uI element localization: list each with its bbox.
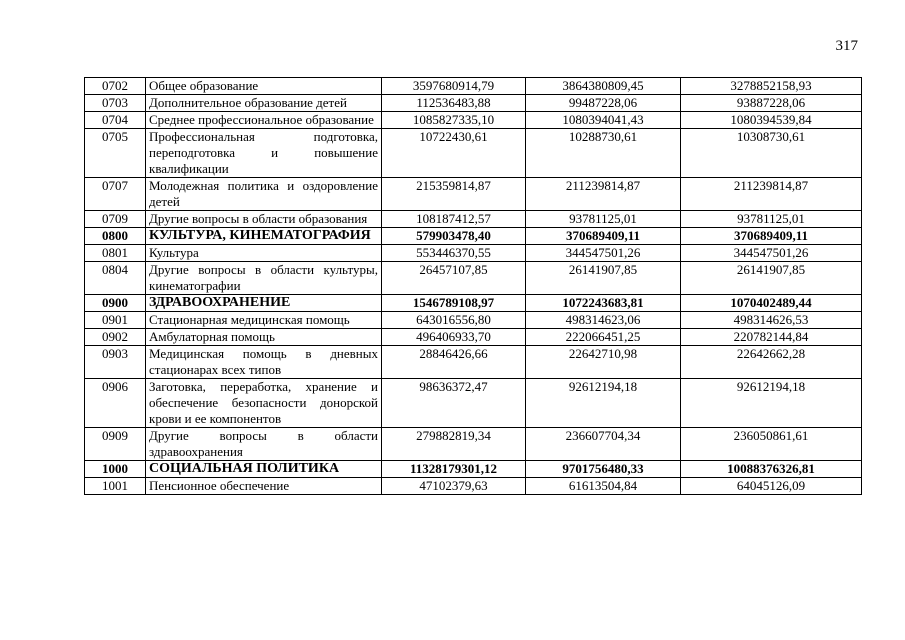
row-value-2: 10288730,61	[526, 129, 681, 178]
row-code: 0902	[85, 329, 146, 346]
row-name: Общее образование	[146, 78, 382, 95]
row-value-1: 643016556,80	[382, 312, 526, 329]
budget-table	[84, 77, 862, 495]
row-code: 0804	[85, 262, 146, 295]
table-row	[85, 295, 862, 312]
row-name: Другие вопросы в области здравоохранения	[146, 428, 382, 461]
table-row	[85, 95, 862, 112]
row-value-2: 9701756480,33	[526, 461, 681, 478]
row-value-3: 1070402489,44	[681, 295, 862, 312]
row-name: КУЛЬТУРА, КИНЕМАТОГРАФИЯ	[146, 228, 382, 245]
row-value-1: 215359814,87	[382, 178, 526, 211]
row-name: ЗДРАВООХРАНЕНИЕ	[146, 295, 382, 312]
row-value-2: 1080394041,43	[526, 112, 681, 129]
row-value-3: 236050861,61	[681, 428, 862, 461]
row-value-1: 108187412,57	[382, 211, 526, 228]
row-name: Медицинская помощь в дневных стационарах всех типов	[146, 346, 382, 379]
row-name: Заготовка, переработка, хранение и обеспечение безопасности донорской крови и ее компонентов	[146, 379, 382, 428]
row-value-1: 112536483,88	[382, 95, 526, 112]
row-value-1: 3597680914,79	[382, 78, 526, 95]
budget-table-body	[85, 78, 862, 495]
row-value-3: 92612194,18	[681, 379, 862, 428]
row-value-3: 1080394539,84	[681, 112, 862, 129]
row-value-2: 344547501,26	[526, 245, 681, 262]
table-row	[85, 312, 862, 329]
row-value-2: 22642710,98	[526, 346, 681, 379]
table-row	[85, 346, 862, 379]
row-value-2: 236607704,34	[526, 428, 681, 461]
row-code: 0900	[85, 295, 146, 312]
table-row	[85, 228, 862, 245]
row-value-1: 579903478,40	[382, 228, 526, 245]
row-value-1: 1085827335,10	[382, 112, 526, 129]
row-code: 0801	[85, 245, 146, 262]
table-row	[85, 478, 862, 495]
row-code: 0705	[85, 129, 146, 178]
row-value-1: 26457107,85	[382, 262, 526, 295]
table-row	[85, 211, 862, 228]
row-code: 0702	[85, 78, 146, 95]
row-value-3: 22642662,28	[681, 346, 862, 379]
table-row	[85, 112, 862, 129]
row-value-2: 92612194,18	[526, 379, 681, 428]
row-value-3: 26141907,85	[681, 262, 862, 295]
row-name: Амбулаторная помощь	[146, 329, 382, 346]
row-code: 0800	[85, 228, 146, 245]
row-name: Пенсионное обеспечение	[146, 478, 382, 495]
row-value-3: 10308730,61	[681, 129, 862, 178]
row-value-3: 10088376326,81	[681, 461, 862, 478]
row-name: Дополнительное образование детей	[146, 95, 382, 112]
row-code: 1000	[85, 461, 146, 478]
row-value-2: 211239814,87	[526, 178, 681, 211]
row-name: Другие вопросы в области культуры, кинематографии	[146, 262, 382, 295]
row-value-2: 99487228,06	[526, 95, 681, 112]
row-value-1: 553446370,55	[382, 245, 526, 262]
table-row	[85, 428, 862, 461]
row-value-1: 11328179301,12	[382, 461, 526, 478]
row-name: Молодежная политика и оздоровление детей	[146, 178, 382, 211]
row-name: Профессиональная подготовка, переподготовка и повышение квалификации	[146, 129, 382, 178]
table-row	[85, 461, 862, 478]
row-value-1: 47102379,63	[382, 478, 526, 495]
row-code: 0901	[85, 312, 146, 329]
row-name: Среднее профессиональное образование	[146, 112, 382, 129]
table-row	[85, 245, 862, 262]
row-value-1: 10722430,61	[382, 129, 526, 178]
table-row	[85, 178, 862, 211]
row-name: Культура	[146, 245, 382, 262]
row-value-1: 98636372,47	[382, 379, 526, 428]
row-value-3: 64045126,09	[681, 478, 862, 495]
row-value-1: 28846426,66	[382, 346, 526, 379]
row-value-1: 279882819,34	[382, 428, 526, 461]
row-code: 0703	[85, 95, 146, 112]
row-code: 1001	[85, 478, 146, 495]
row-value-2: 26141907,85	[526, 262, 681, 295]
row-code: 0906	[85, 379, 146, 428]
row-value-3: 344547501,26	[681, 245, 862, 262]
row-value-3: 3278852158,93	[681, 78, 862, 95]
row-name: Другие вопросы в области образования	[146, 211, 382, 228]
row-value-2: 3864380809,45	[526, 78, 681, 95]
row-name: СОЦИАЛЬНАЯ ПОЛИТИКА	[146, 461, 382, 478]
row-code: 0709	[85, 211, 146, 228]
row-code: 0903	[85, 346, 146, 379]
table-row	[85, 379, 862, 428]
table-row	[85, 262, 862, 295]
row-value-2: 1072243683,81	[526, 295, 681, 312]
row-value-2: 93781125,01	[526, 211, 681, 228]
row-code: 0704	[85, 112, 146, 129]
row-name: Стационарная медицинская помощь	[146, 312, 382, 329]
page-number: 317	[835, 38, 858, 54]
table-row	[85, 129, 862, 178]
row-value-2: 222066451,25	[526, 329, 681, 346]
row-value-3: 498314626,53	[681, 312, 862, 329]
row-value-3: 370689409,11	[681, 228, 862, 245]
table-row	[85, 78, 862, 95]
row-code: 0909	[85, 428, 146, 461]
row-value-3: 93781125,01	[681, 211, 862, 228]
row-value-1: 496406933,70	[382, 329, 526, 346]
row-value-1: 1546789108,97	[382, 295, 526, 312]
row-value-2: 498314623,06	[526, 312, 681, 329]
row-value-3: 220782144,84	[681, 329, 862, 346]
row-value-3: 211239814,87	[681, 178, 862, 211]
table-row	[85, 329, 862, 346]
row-value-2: 61613504,84	[526, 478, 681, 495]
row-value-3: 93887228,06	[681, 95, 862, 112]
row-code: 0707	[85, 178, 146, 211]
row-value-2: 370689409,11	[526, 228, 681, 245]
